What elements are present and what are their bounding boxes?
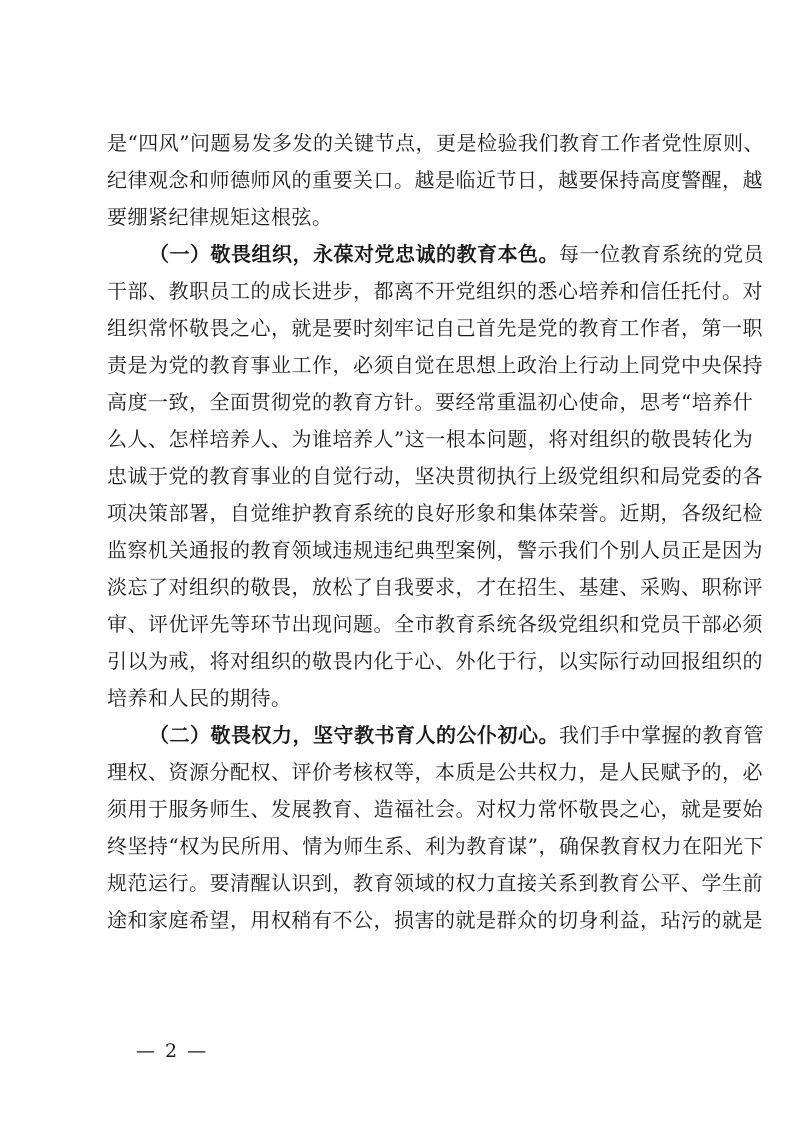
text-line bbox=[107, 236, 764, 273]
text-line bbox=[107, 273, 763, 310]
text-line bbox=[107, 347, 763, 384]
text-line bbox=[107, 125, 764, 162]
text-line bbox=[107, 569, 763, 606]
line-text: 项决策部署，自觉维护教育系统的良好形象和集体荣誉。近期，各级纪检 bbox=[107, 501, 763, 525]
text-line bbox=[107, 791, 763, 828]
line-text: 培养和人民的期待。 bbox=[107, 686, 292, 710]
text-line bbox=[107, 828, 764, 865]
line-text: 干部、教职员工的成长进步，都离不开党组织的悉心培养和信任托付。对 bbox=[107, 279, 763, 303]
line-text: 淡忘了对组织的敬畏，放松了自我要求，才在招生、基建、采购、职称评 bbox=[107, 575, 763, 599]
line-text: 责是为党的教育事业工作，必须自觉在思想上政治上行动上同党中央保持 bbox=[107, 353, 763, 377]
document-body bbox=[107, 125, 764, 939]
text-line bbox=[107, 199, 691, 236]
line-text: 是“四风”问题易发多发的关键节点，更是检验我们教育工作者党性原则、 bbox=[107, 131, 764, 155]
line-text: 规范运行。要清醒认识到，教育领域的权力直接关系到教育公平、学生前 bbox=[107, 871, 763, 895]
line-text: 终坚持“权为民所用、情为师生系、利为教育谋”，确保教育权力在阳光下 bbox=[107, 834, 764, 858]
line-text: 纪律观念和师德师风的重要关口。越是临近节日，越要保持高度警醒，越 bbox=[107, 168, 763, 192]
line-text: 我们手中掌握的教育管 bbox=[559, 723, 764, 747]
line-text: 监察机关通报的教育领域违规违纪典型案例，警示我们个别人员正是因为 bbox=[107, 538, 763, 562]
line-text: 审、评优评先等环节出现问题。全市教育系统各级党组织和党员干部必须 bbox=[107, 612, 763, 636]
line-text: 每一位教育系统的党员 bbox=[559, 242, 764, 266]
text-line bbox=[107, 606, 763, 643]
line-text: 理权、资源分配权、评价考核权等，本质是公共权力，是人民赋予的，必 bbox=[107, 760, 763, 784]
line-text: 引以为戒，将对组织的敬畏内化于心、外化于行，以实际行动回报组织的 bbox=[107, 649, 763, 673]
text-line bbox=[107, 421, 754, 458]
text-line bbox=[107, 384, 754, 421]
line-text: 须用于服务师生、发展教育、造福社会。对权力常怀敬畏之心，就是要始 bbox=[107, 797, 763, 821]
line-text: 高度一致，全面贯彻党的教育方针。要经常重温初心使命，思考“培养什 bbox=[107, 390, 754, 414]
text-line bbox=[107, 495, 763, 532]
page-number: — 2 — bbox=[136, 1040, 209, 1062]
text-line bbox=[107, 865, 763, 902]
section-heading: （二）敬畏权力，坚守教书育人的公仆初心。 bbox=[149, 723, 559, 747]
line-text: 忠诚于党的教育事业的自觉行动，坚决贯彻执行上级党组织和局党委的各 bbox=[107, 464, 763, 488]
line-text: 要绷紧纪律规矩这根弦。 bbox=[107, 205, 333, 229]
text-line bbox=[107, 902, 763, 939]
section-heading: （一）敬畏组织，永葆对党忠诚的教育本色。 bbox=[149, 242, 559, 266]
line-text: 么人、怎样培养人、为谁培养人”这一根本问题，将对组织的敬畏转化为 bbox=[107, 427, 754, 451]
text-line bbox=[107, 162, 763, 199]
text-line bbox=[107, 532, 763, 569]
line-text: 组织常怀敬畏之心，就是要时刻牢记自己首先是党的教育工作者，第一职 bbox=[107, 316, 763, 340]
text-line bbox=[107, 680, 691, 717]
line-text: 途和家庭希望，用权稍有不公，损害的就是群众的切身利益，玷污的就是 bbox=[107, 908, 763, 932]
text-line bbox=[107, 310, 763, 347]
text-line bbox=[107, 754, 763, 791]
paragraph bbox=[107, 236, 764, 717]
text-line bbox=[107, 458, 763, 495]
text-line bbox=[107, 643, 763, 680]
paragraph bbox=[107, 717, 764, 939]
paragraph bbox=[107, 125, 764, 236]
text-line bbox=[107, 717, 764, 754]
